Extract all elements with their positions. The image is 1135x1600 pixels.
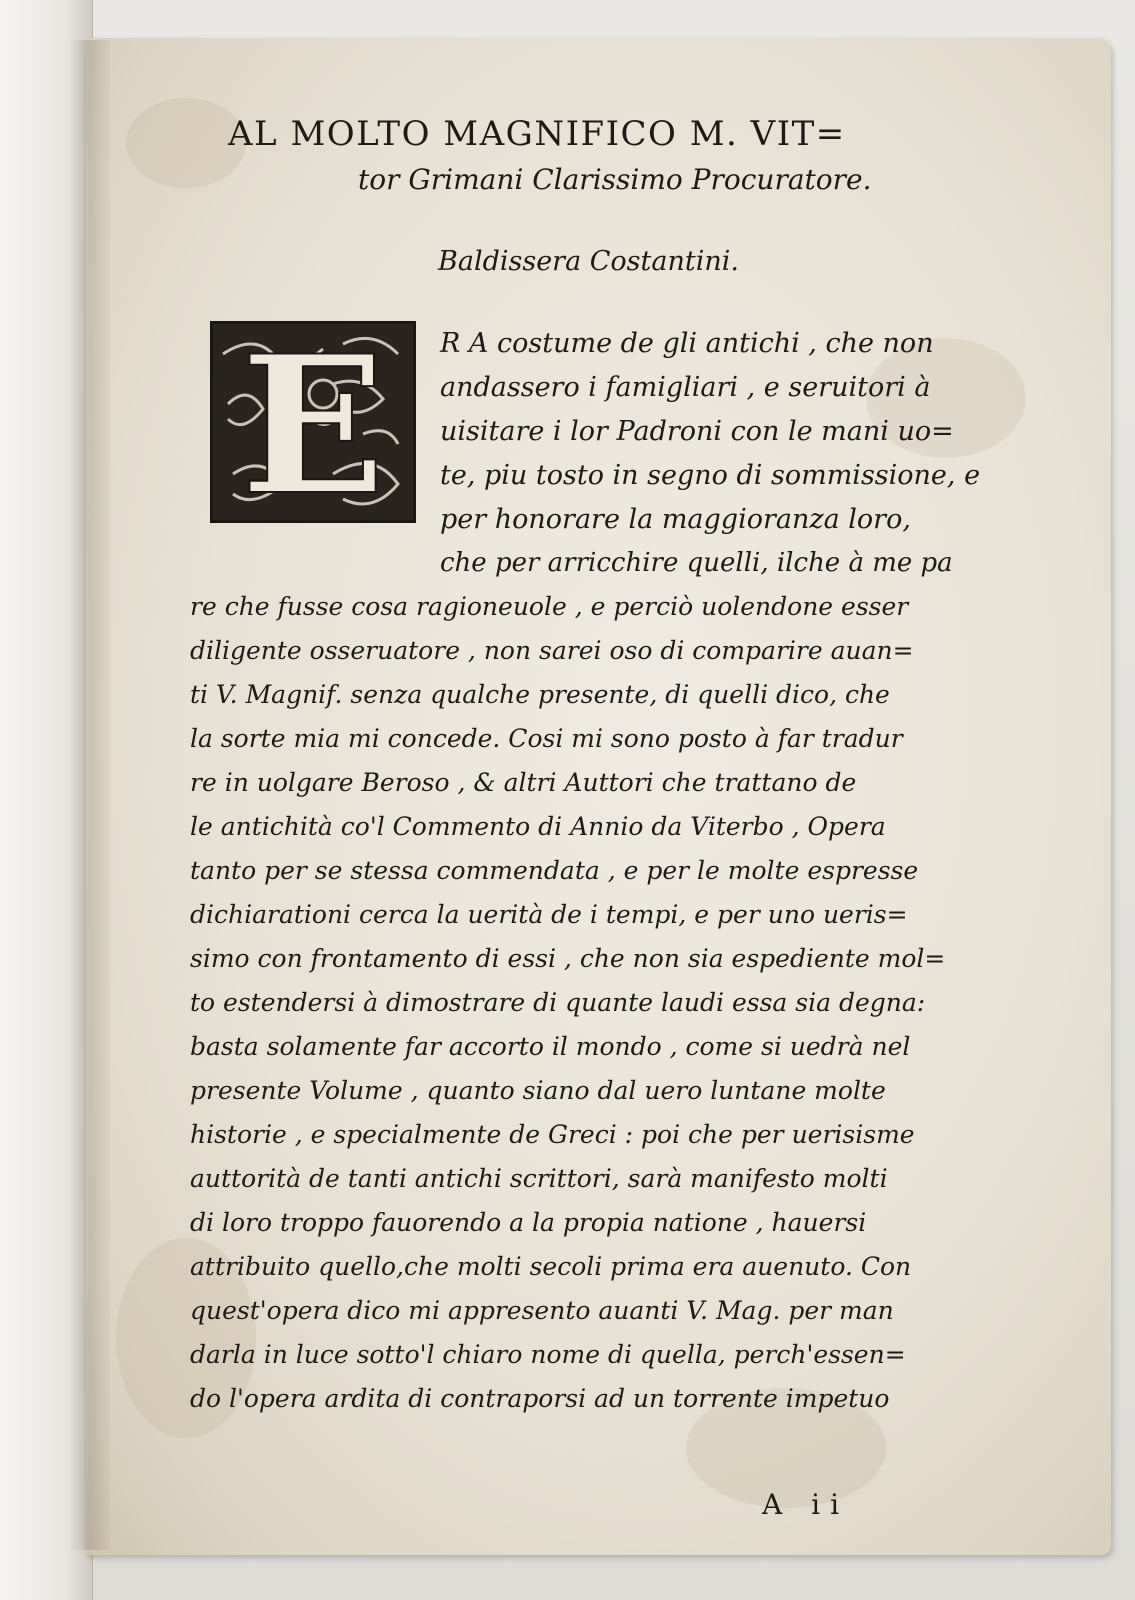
initial-letter: E [240, 324, 386, 520]
body-line: to estendersi à dimostrare di quante laudi essa sia degna: [190, 988, 926, 1017]
body-line: darla in luce sotto'l chiaro nome di quella, perch'essen= [190, 1340, 906, 1369]
body-line: simo con frontamento di essi , che non sia espediente mol= [190, 944, 946, 973]
body-line: basta solamente far accorto il mondo , come si uedrà nel [190, 1032, 911, 1061]
body-line: la sorte mia mi concede. Cosi mi sono posto à far tradur [190, 724, 903, 753]
dedication-heading-line1: AL MOLTO MAGNIFICO M. VIT= [228, 114, 846, 154]
decorated-initial [210, 321, 416, 523]
body-line: presente Volume , quanto siano dal uero luntane molte [190, 1076, 886, 1105]
dedication-heading-line2: tor Grimani Clarissimo Procuratore. [358, 163, 872, 196]
body-line: ti V. Magnif. senza qualche presente, di quelli dico, che [190, 680, 890, 709]
body-line: te, piu tosto in segno di sommissione, e [440, 460, 981, 491]
body-line: che per arricchire quelli, ilche à me pa [440, 548, 953, 578]
body-line: historie , e specialmente de Greci : poi che per uerisisme [190, 1120, 915, 1149]
spine-shadow [70, 40, 110, 1550]
body-line: uisitare i lor Padroni con le mani uo= [440, 416, 954, 447]
body-line: do l'opera ardita di contraporsi ad un torrente impetuo [190, 1384, 890, 1413]
body-line: le antichità co'l Commento di Annio da Viterbo , Opera [190, 812, 886, 841]
signature-mark: A ii [762, 1488, 850, 1521]
woodcut-initial-icon [213, 324, 413, 520]
body-line: re in uolgare Beroso , & altri Auttori che trattano de [190, 768, 857, 797]
body-line: auttorità de tanti antichi scrittori, sarà manifesto molti [190, 1164, 888, 1193]
book-page [86, 38, 1111, 1555]
body-line: diligente osseruatore , non sarei oso di comparire auan= [190, 636, 914, 665]
body-line: R A costume de gli antichi , che non [440, 328, 934, 359]
author-name: Baldissera Costantini. [438, 246, 739, 277]
body-line: di loro troppo fauorendo a la propia natione , hauersi [190, 1208, 867, 1237]
body-line: attribuito quello,che molti secoli prima era auenuto. Con [190, 1252, 912, 1281]
body-line: quest'opera dico mi appresento auanti V. Mag. per man [190, 1296, 894, 1325]
body-line: andassero i famigliari , e seruitori à [440, 372, 931, 403]
body-line: per honorare la maggioranza loro, [440, 504, 911, 535]
body-line: re che fusse cosa ragioneuole , e perciò uolendone esser [190, 592, 909, 621]
body-line: dichiarationi cerca la uerità de i tempi, e per uno ueris= [190, 900, 908, 929]
body-line: tanto per se stessa commendata , e per le molte espresse [190, 856, 919, 885]
